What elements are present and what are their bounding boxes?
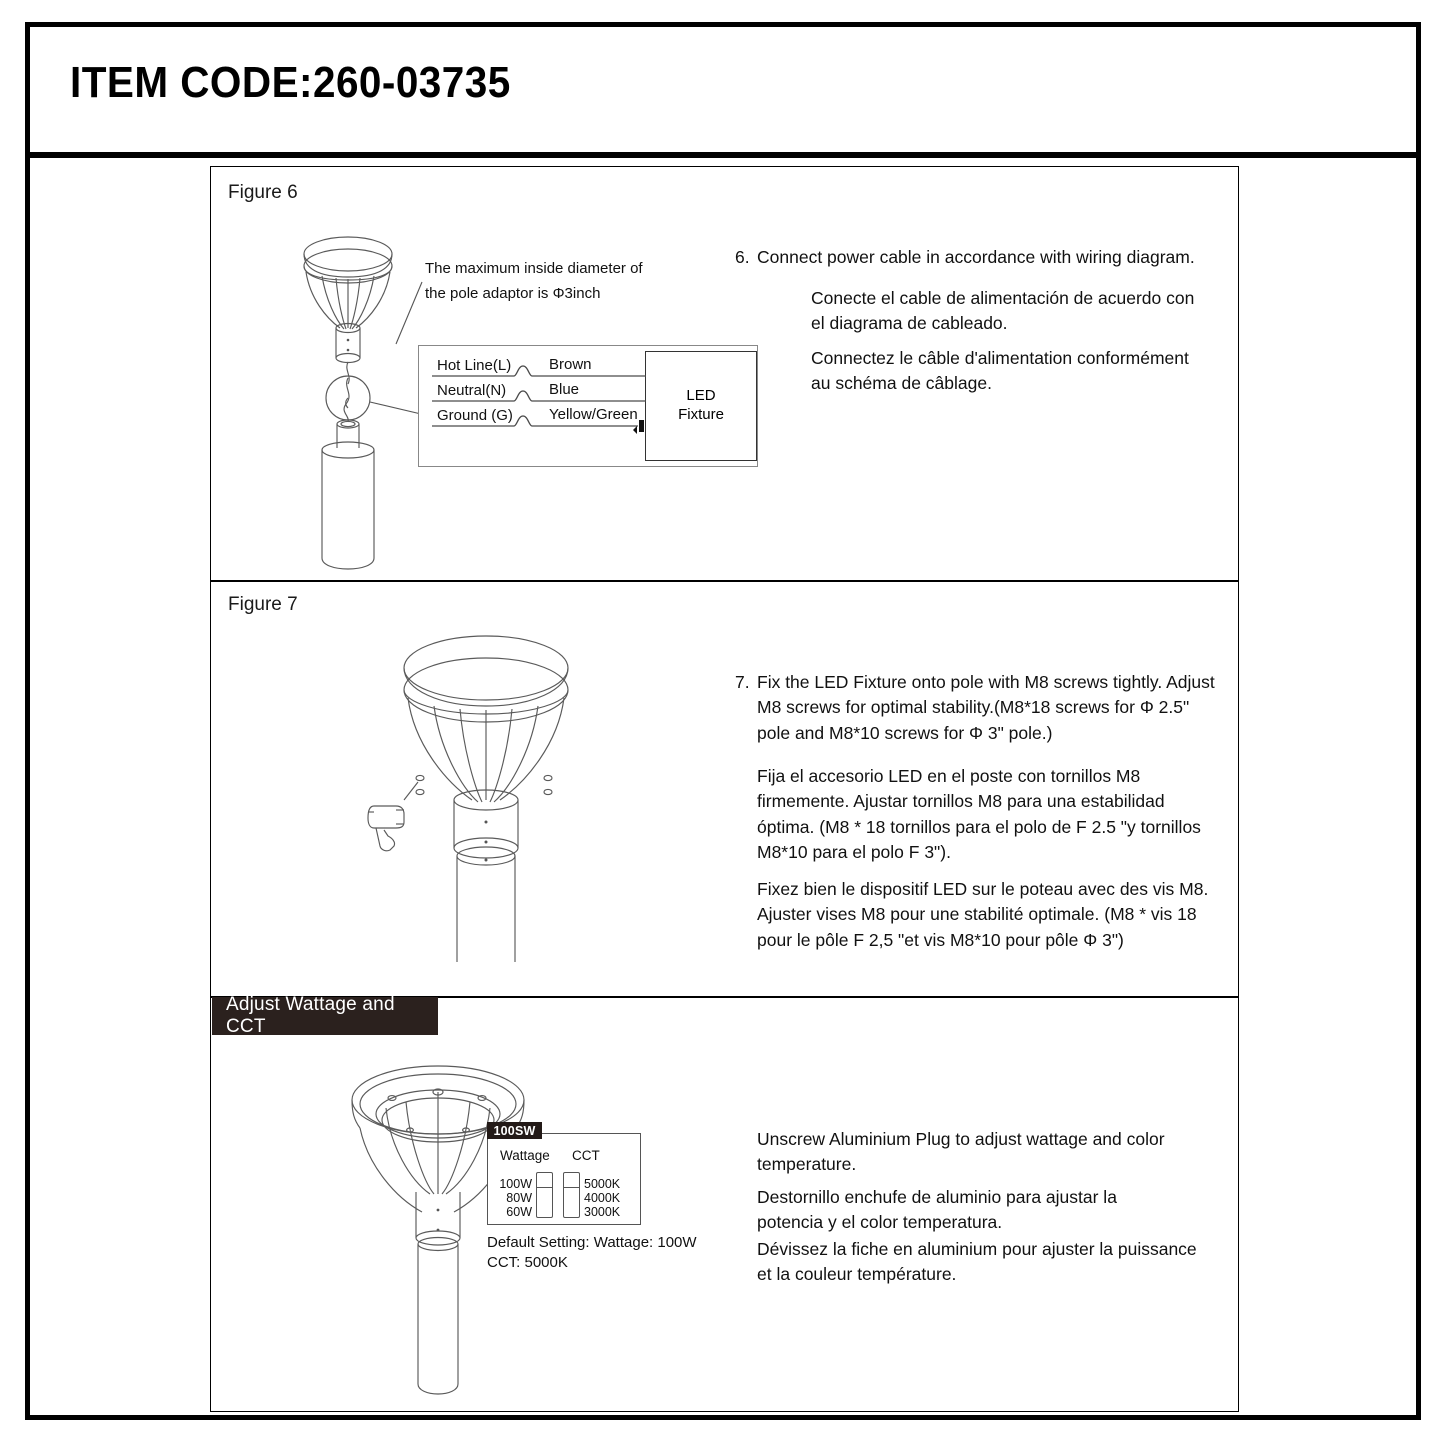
adjust-wattage-banner: Adjust Wattage and CCT [212,997,438,1035]
cct-option-2: 3000K [584,1205,621,1219]
step7-text-es: Fija el accesorio LED en el poste con tornillos M8 firmemente. Ajustar tornillos M8 para una estabilidad óptima. (M8 * 18 tornillos para el polo de F 2.5 "y tornillos M8*10 para el polo F 3"). [757,766,1201,863]
switch-tag-100sw: 100SW [487,1122,542,1139]
annotation-line-1: The maximum inside diameter of [425,260,643,277]
annotation-line-2: the pole adaptor is Φ3inch [425,285,601,303]
figure7-lamp-illustration [360,610,620,970]
led-fixture-line2: Fixture [678,406,724,423]
default-setting-text [487,1233,717,1273]
page-title: ITEM CODE:260-03735 [70,58,511,107]
step7-number: 7. [735,672,750,692]
header-divider [25,152,1421,158]
figure7-label: Figure 7 [228,594,298,615]
wire-terminal-0: Hot Line(L) [437,357,512,374]
default-setting-line1: Default Setting: Wattage: 100W [487,1234,697,1251]
wire-color-0: Brown [549,356,592,373]
wattage-option-1: 80W [506,1191,532,1205]
column-header-cct: CCT [572,1148,600,1163]
wattage-dip-knob [537,1173,552,1188]
step7-text-en: Fix the LED Fixture onto pole with M8 screws tightly. Adjust M8 screws for optimal stability.(M8*18 screws for Φ 2.5" pole and M8*10 screws for Φ 3" pole.) [757,672,1215,743]
wire-terminal-1: Neutral(N) [437,382,507,399]
default-setting-line2: CCT: 5000K [487,1254,568,1272]
adjust-text-en: Unscrew Aluminium Plug to adjust wattage and color temperature. [757,1129,1165,1175]
step6-text-en: Connect power cable in accordance with wiring diagram. [757,247,1195,267]
step7-text-fr: Fixez bien le dispositif LED sur le poteau avec des vis M8. Ajuster vises M8 pour une stabilité optimale. (M8 * vis 18 pour le pôle F 2,5 "et vis M8*10 pour pôle Φ 3") [757,879,1209,950]
wattage-dip-switch[interactable] [536,1172,553,1218]
wattage-option-0: 100W [499,1177,532,1191]
figure6-label: Figure 6 [228,182,298,203]
adjust-text-es: Destornillo enchufe de aluminio para ajustar la potencia y el color temperatura. [757,1187,1117,1233]
cct-option-0: 5000K [584,1177,621,1191]
wire-terminal-2: Ground (G) [437,407,513,424]
cct-dip-knob [564,1173,579,1188]
wire-color-1: Blue [549,381,580,398]
column-header-wattage: Wattage [500,1148,550,1163]
cct-dip-switch[interactable] [563,1172,580,1218]
adjust-text-fr: Dévissez la fiche en aluminium pour ajuster la puissance et la couleur température. [757,1239,1197,1285]
wire-color-2: Yellow/Green [549,406,638,423]
wattage-option-2: 60W [506,1205,532,1219]
led-fixture-line1: LED [686,387,716,405]
step6-text-es: Conecte el cable de alimentación de acuerdo con el diagrama de cableado. [811,288,1195,334]
cct-option-1: 4000K [584,1191,621,1205]
row-divider-figure7 [210,580,1239,582]
step6-number: 6. [735,247,750,267]
step6-text-fr: Connectez le câble d'alimentation conformément au schéma de câblage. [811,348,1189,394]
pole-adaptor-annotation [425,255,655,306]
